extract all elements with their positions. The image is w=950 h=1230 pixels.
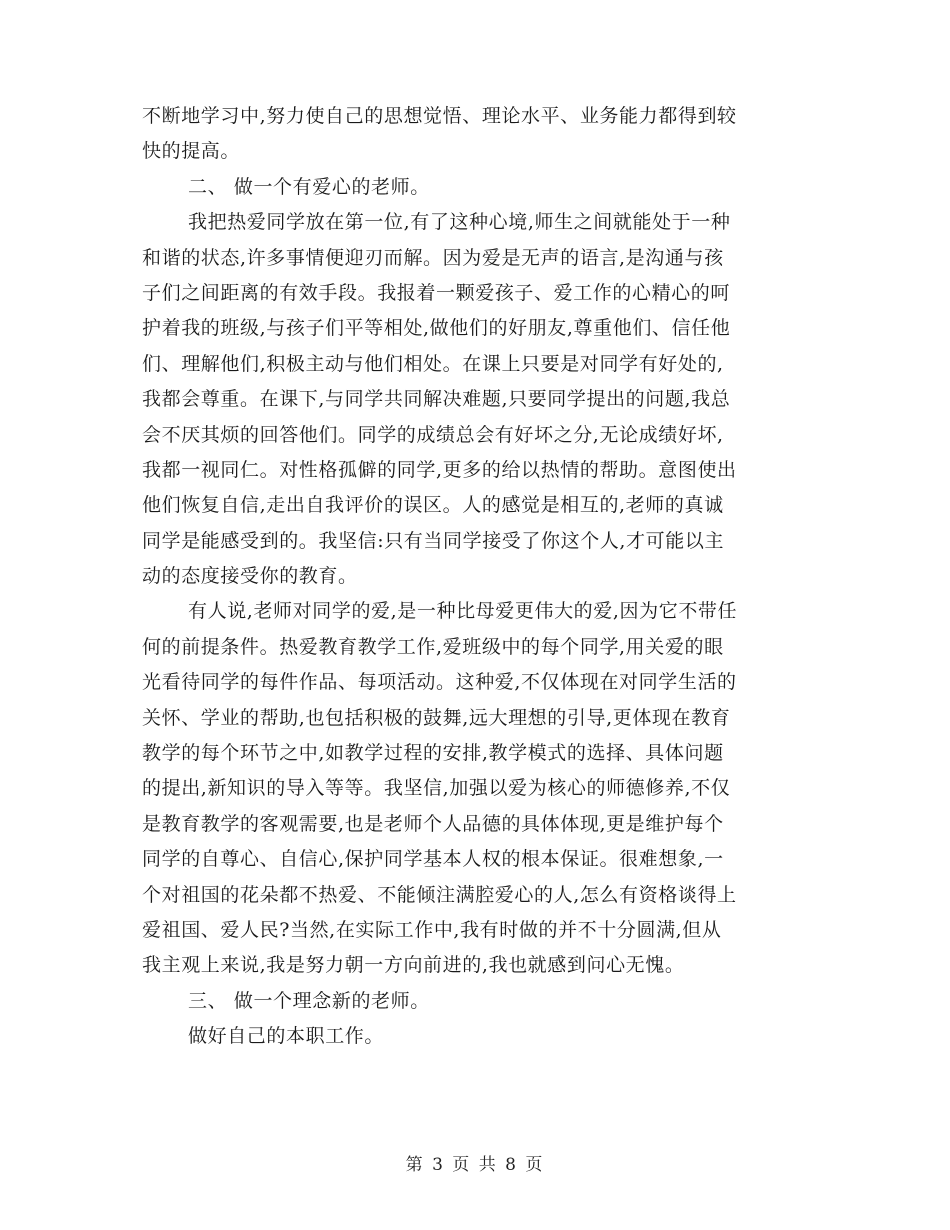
text-line-11: 我都一视同仁。对性格孤僻的同学,更多的给以热情的帮助。意图使出: [142, 458, 737, 481]
text-line-4: 我把热爱同学放在第一位,有了这种心境,师生之间就能处于一种: [188, 211, 731, 234]
text-line-14: 动的态度接受你的教育。: [142, 565, 358, 588]
text-line-15: 有人说,老师对同学的爱,是一种比母爱更伟大的爱,因为它不带任: [188, 600, 738, 623]
text-line-27: 做好自己的本职工作。: [188, 1025, 385, 1048]
text-line-2: 快的提高。: [142, 140, 241, 163]
text-line-17: 光看待同学的每件作品、每项活动。这种爱,不仅体现在对同学生活的: [142, 671, 737, 694]
text-line-1: 不断地学习中,努力使自己的思想觉悟、理论水平、业务能力都得到较: [142, 105, 737, 127]
text-line-25: 我主观上来说,我是努力朝一方向前进的,我也就感到问心无愧。: [142, 954, 685, 977]
text-line-23: 个对祖国的花朵都不热爱、不能倾注满腔爱心的人,怎么有资格谈得上: [142, 883, 737, 906]
text-line-6: 子们之间距离的有效手段。我报着一颗爱孩子、爱工作的心精心的呵: [142, 281, 731, 304]
text-line-13: 同学是能感受到的。我坚信:只有当同学接受了你这个人,才可能以主: [142, 529, 725, 552]
text-line-10: 会不厌其烦的回答他们。同学的成绩总会有好坏之分,无论成绩好坏,: [142, 423, 724, 446]
text-line-7: 护着我的班级,与孩子们平等相处,做他们的好朋友,尊重他们、信任他: [142, 317, 731, 340]
text-line-12: 他们恢复自信,走出自我评价的误区。人的感觉是相互的,老师的真诚: [142, 494, 724, 517]
section-heading-2: 二、 做一个有爱心的老师。: [188, 175, 430, 198]
text-line-18: 关怀、学业的帮助,也包括积极的鼓舞,远大理想的引导,更体现在教育: [142, 706, 731, 729]
text-line-22: 同学的自尊心、自信心,保护同学基本人权的根本保证。很难想象,一: [142, 848, 724, 871]
text-line-20: 的提出,新知识的导入等等。我坚信,加强以爱为核心的师德修养,不仅: [142, 777, 731, 800]
text-line-19: 教学的每个环节之中,如教学过程的安排,教学模式的选择、具体问题: [142, 742, 724, 765]
section-heading-3: 三、 做一个理念新的老师。: [188, 989, 430, 1012]
text-line-16: 何的前提条件。热爱教育教学工作,爱班级中的每个同学,用关爱的眼: [142, 635, 724, 658]
text-line-5: 和谐的状态,许多事情便迎刃而解。因为爱是无声的语言,是沟通与孩: [142, 246, 724, 269]
text-line-9: 我都会尊重。在课下,与同学共同解决难题,只要同学提出的问题,我总: [142, 388, 731, 411]
text-line-8: 们、理解他们,积极主动与他们相处。在课上只要是对同学有好处的,: [142, 352, 724, 375]
text-line-21: 是教育教学的客观需要,也是老师个人品德的具体体现,更是维护每个: [142, 812, 724, 835]
document-body: [142, 99, 812, 1055]
text-line-24: 爱祖国、爱人民?当然,在实际工作中,我有时做的并不十分圆满,但从: [142, 918, 722, 941]
page-number-footer: 第 3 页 共 8 页: [405, 1155, 545, 1175]
